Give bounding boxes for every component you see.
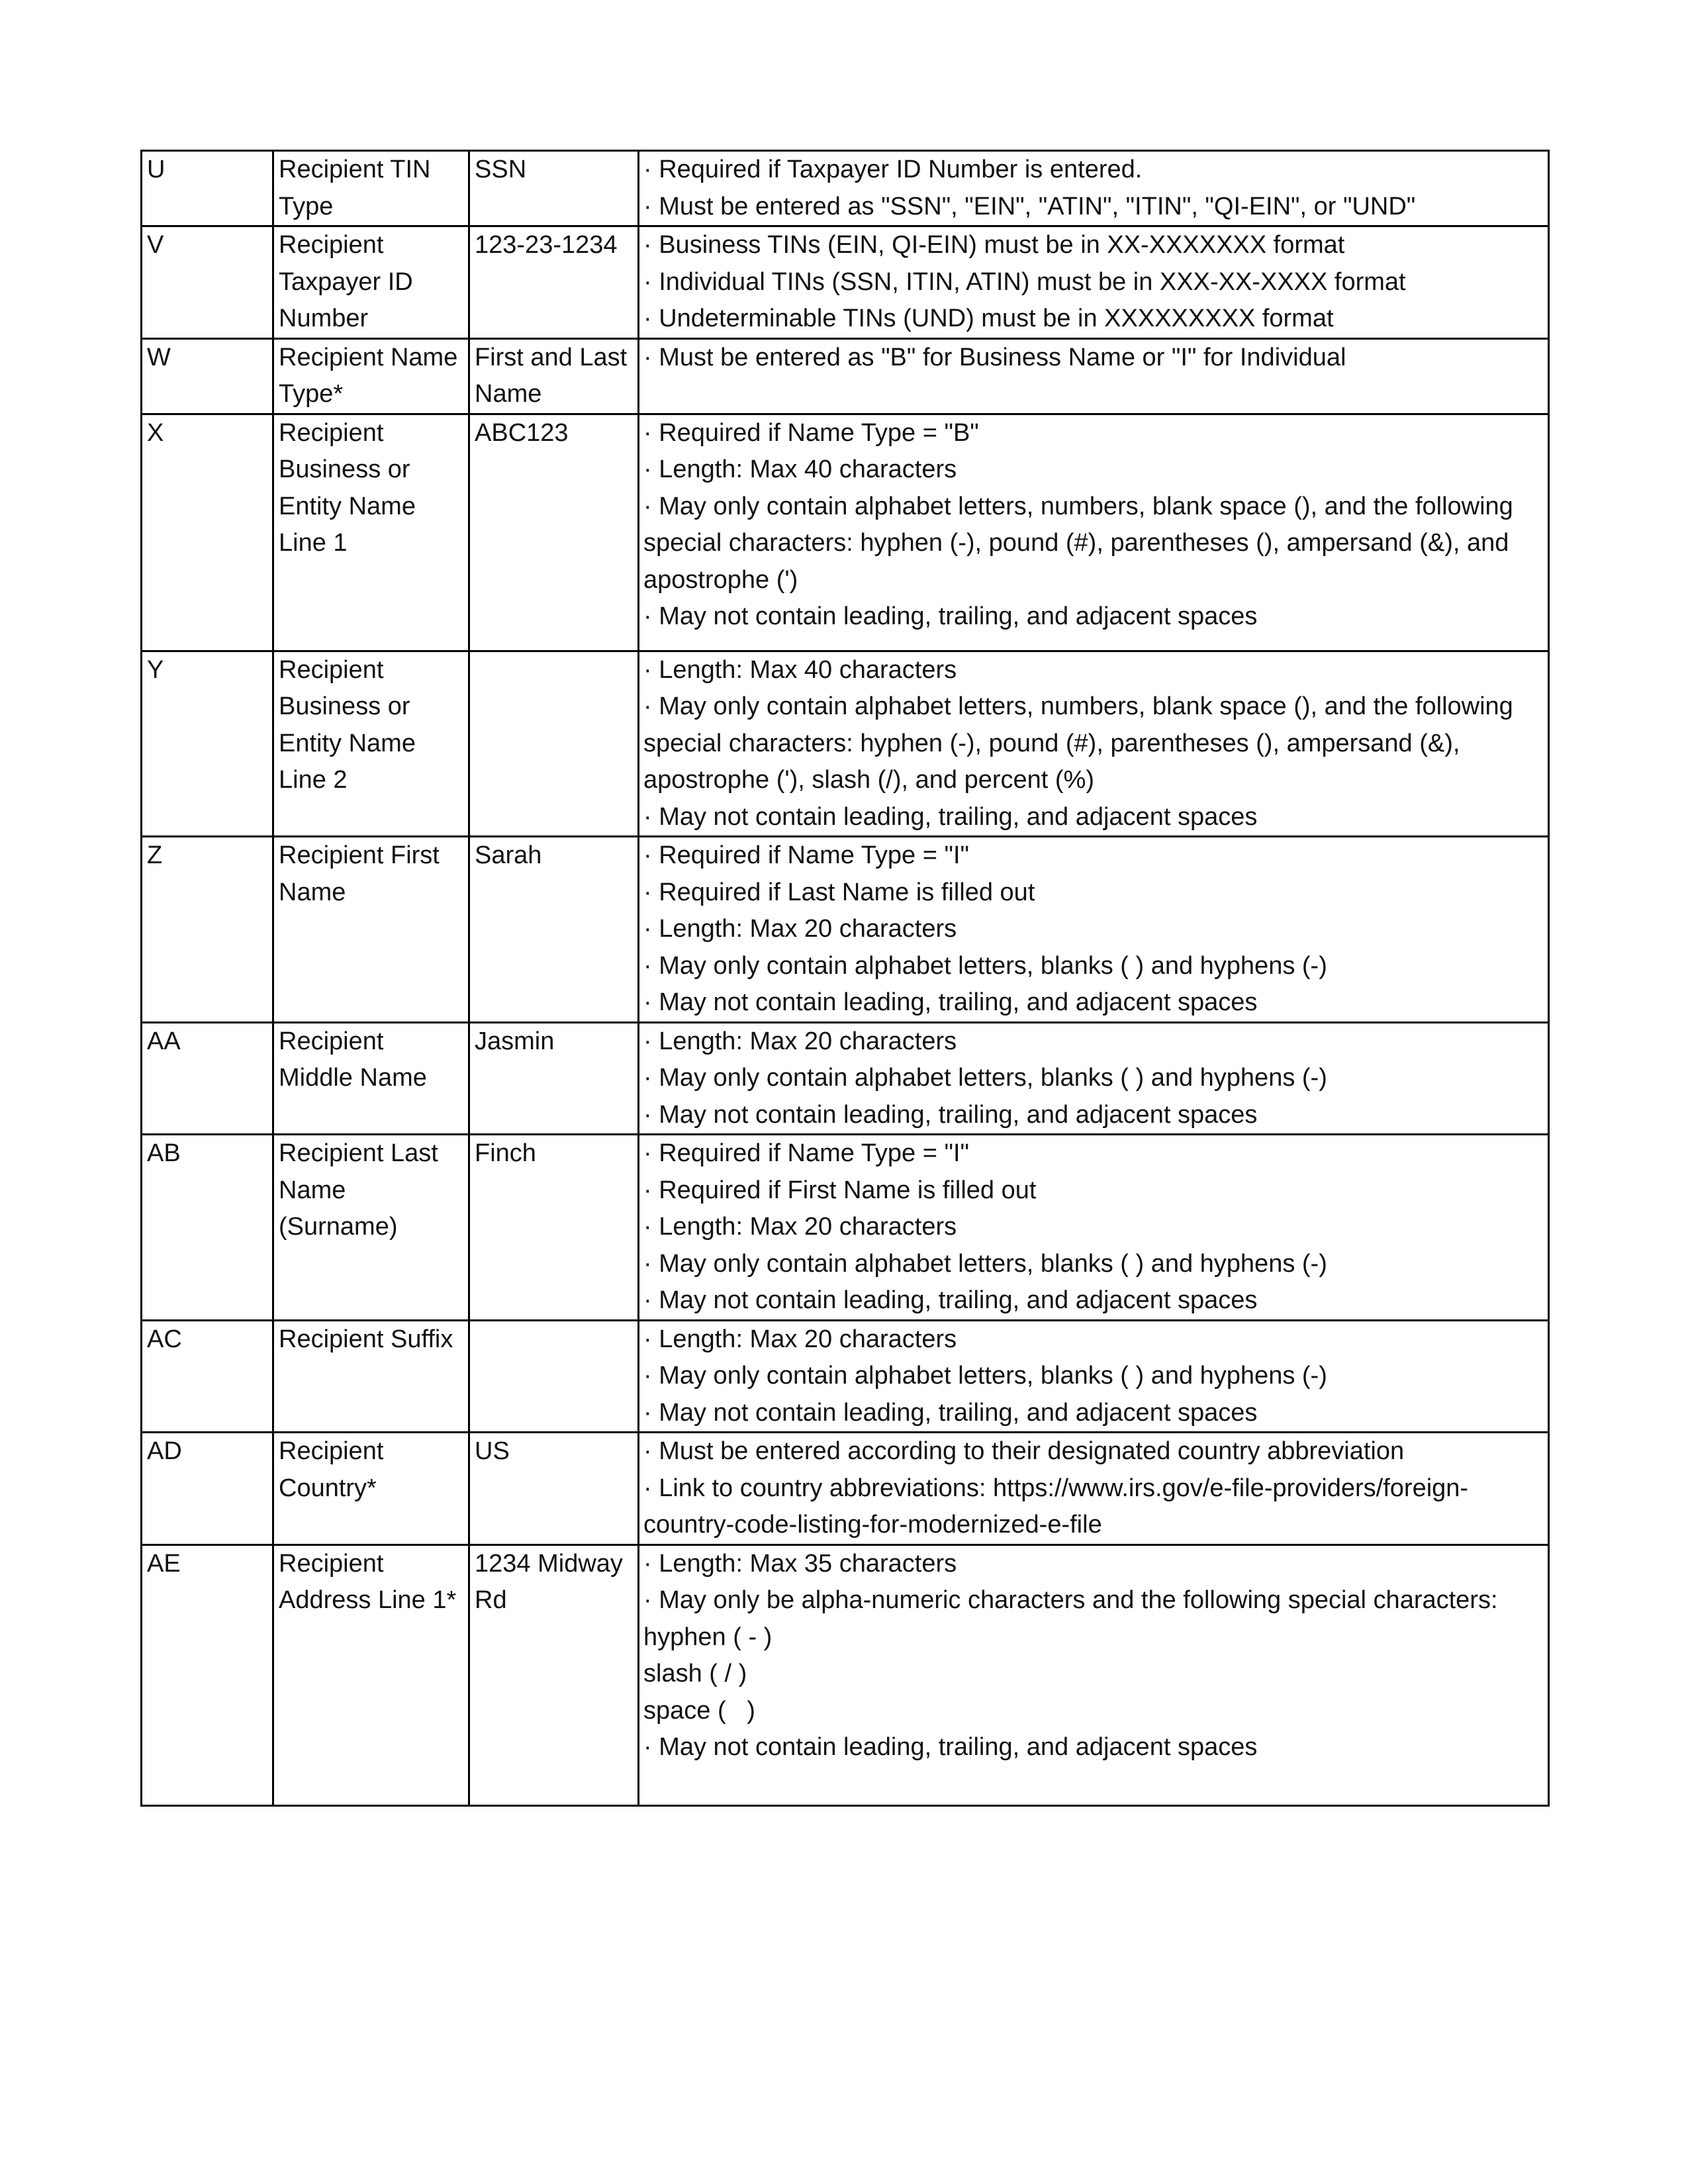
field-name-cell: Recipient Suffix	[273, 1320, 469, 1433]
rule-line: · Required if Name Type = "B"	[643, 418, 979, 447]
table-row	[142, 338, 1549, 414]
column-letter-cell: AD	[142, 1433, 273, 1545]
field-name-cell: Recipient Business or Entity Name Line 2	[273, 651, 469, 837]
rule-line: · Individual TINs (SSN, ITIN, ATIN) must be in XXX-XX-XXXX format	[643, 267, 1406, 296]
table-row	[142, 1320, 1549, 1433]
rule-line: · Must be entered as "B" for Business Name or "I" for Individual	[643, 343, 1346, 371]
example-value-cell: 123-23-1234	[469, 226, 639, 339]
example-value-cell	[469, 651, 639, 837]
validation-rules-cell	[639, 1022, 1549, 1135]
rule-line: · Length: Max 35 characters	[643, 1549, 957, 1578]
rule-line: hyphen ( - )	[643, 1623, 773, 1651]
rule-line: · Required if Taxpayer ID Number is entered.	[643, 156, 1143, 183]
column-letter-cell: Y	[142, 651, 273, 837]
example-value-cell: First and Last Name	[469, 338, 639, 414]
rule-line: · May only contain alphabet letters, blanks ( ) and hyphens (-)	[643, 1064, 1327, 1092]
field-name-cell: Recipient TIN Type	[273, 151, 469, 226]
field-name-cell: Recipient Address Line 1*	[273, 1544, 469, 1805]
validation-rules-cell	[639, 1433, 1549, 1545]
table-row	[142, 1022, 1549, 1135]
rule-line: slash ( / )	[643, 1660, 747, 1687]
column-letter-cell: AB	[142, 1135, 273, 1321]
field-spec-table	[140, 150, 1550, 1807]
rule-line: · Required if First Name is filled out	[643, 1176, 1037, 1204]
example-value-cell	[469, 1320, 639, 1433]
rule-line: · Must be entered according to their designated country abbreviation	[643, 1437, 1405, 1465]
table-row	[142, 151, 1549, 226]
rule-line: · May not contain leading, trailing, and adjacent spaces	[643, 1286, 1258, 1314]
rule-line: · May not contain leading, trailing, and adjacent spaces	[643, 1398, 1258, 1427]
rule-line: · Required if Name Type = "I"	[643, 1139, 969, 1167]
rule-line: · Link to country abbreviations: https://www.irs.gov/e-file-providers/foreign-country-code-listing-for-modernized-e-file	[643, 1474, 1469, 1539]
validation-rules-cell	[639, 414, 1549, 651]
validation-rules-cell	[639, 338, 1549, 414]
field-spec-table-body	[142, 151, 1549, 1806]
example-value-cell: US	[469, 1433, 639, 1545]
table-row	[142, 1544, 1549, 1805]
column-letter-cell: U	[142, 151, 273, 226]
rule-line: space ( )	[643, 1696, 755, 1725]
column-letter-cell: X	[142, 414, 273, 651]
rule-line: · May only contain alphabet letters, blanks ( ) and hyphens (-)	[643, 1362, 1327, 1390]
example-value-cell: Jasmin	[469, 1022, 639, 1135]
validation-rules-cell	[639, 226, 1549, 339]
rule-line: · Length: Max 40 characters	[643, 455, 957, 483]
rule-line: · May not contain leading, trailing, and adjacent spaces	[643, 1733, 1258, 1761]
rule-line: · Business TINs (EIN, QI-EIN) must be in XX-XXXXXXX format	[643, 231, 1345, 259]
validation-rules-cell	[639, 151, 1549, 226]
field-name-cell: Recipient First Name	[273, 837, 469, 1023]
example-value-cell: 1234 Midway Rd	[469, 1544, 639, 1805]
validation-rules-cell	[639, 837, 1549, 1023]
column-letter-cell: Z	[142, 837, 273, 1023]
rule-line: · May only be alpha-numeric characters and the following special characters:	[643, 1586, 1498, 1614]
table-row	[142, 651, 1549, 837]
rule-line: · Length: Max 20 characters	[643, 1325, 957, 1353]
field-name-cell: Recipient Country*	[273, 1433, 469, 1545]
rule-line: · May not contain leading, trailing, and adjacent spaces	[643, 988, 1258, 1016]
table-row	[142, 226, 1549, 339]
rule-line: · Length: Max 20 characters	[643, 1213, 957, 1241]
rule-line: · Length: Max 40 characters	[643, 655, 957, 684]
column-letter-cell: AA	[142, 1022, 273, 1135]
validation-rules-cell	[639, 1135, 1549, 1321]
rule-line: · May not contain leading, trailing, and adjacent spaces	[643, 602, 1258, 630]
table-row	[142, 1135, 1549, 1321]
table-row	[142, 414, 1549, 651]
rule-line: · Length: Max 20 characters	[643, 1027, 957, 1055]
example-value-cell: ABC123	[469, 414, 639, 651]
table-row	[142, 837, 1549, 1023]
rule-line: · Required if Last Name is filled out	[643, 878, 1035, 906]
column-letter-cell: V	[142, 226, 273, 339]
rule-line: · Length: Max 20 characters	[643, 915, 957, 943]
rule-line: · Must be entered as "SSN", "EIN", "ATIN", "ITIN", "QI-EIN", or "UND"	[643, 192, 1416, 220]
rule-line: · Required if Name Type = "I"	[643, 841, 969, 869]
rule-line: · Undeterminable TINs (UND) must be in XXXXXXXXX format	[643, 305, 1334, 332]
rule-line: · May not contain leading, trailing, and adjacent spaces	[643, 802, 1258, 831]
example-value-cell: SSN	[469, 151, 639, 226]
field-name-cell: Recipient Business or Entity Name Line 1	[273, 414, 469, 651]
table-row	[142, 1433, 1549, 1545]
rule-line: · May only contain alphabet letters, blanks ( ) and hyphens (-)	[643, 951, 1327, 980]
column-letter-cell: AE	[142, 1544, 273, 1805]
rule-line: · May only contain alphabet letters, blanks ( ) and hyphens (-)	[643, 1249, 1327, 1278]
column-letter-cell: W	[142, 338, 273, 414]
example-value-cell: Finch	[469, 1135, 639, 1321]
validation-rules-cell	[639, 1320, 1549, 1433]
field-name-cell: Recipient Last Name (Surname)	[273, 1135, 469, 1321]
validation-rules-cell	[639, 1544, 1549, 1805]
example-value-cell: Sarah	[469, 837, 639, 1023]
field-name-cell: Recipient Taxpayer ID Number	[273, 226, 469, 339]
column-letter-cell: AC	[142, 1320, 273, 1433]
rule-line: · May not contain leading, trailing, and adjacent spaces	[643, 1100, 1258, 1129]
validation-rules-cell	[639, 651, 1549, 837]
rule-line: · May only contain alphabet letters, numbers, blank space (), and the following special characters: hyphen (-), pound (#), parentheses (), ampersand (&), and apostrophe (')	[643, 492, 1521, 594]
field-name-cell: Recipient Name Type*	[273, 338, 469, 414]
field-name-cell: Recipient Middle Name	[273, 1022, 469, 1135]
rule-line: · May only contain alphabet letters, numbers, blank space (), and the following special characters: hyphen (-), pound (#), parentheses (), ampersand (&), apostrophe ('), slash (/), and percent (%)	[643, 692, 1521, 794]
